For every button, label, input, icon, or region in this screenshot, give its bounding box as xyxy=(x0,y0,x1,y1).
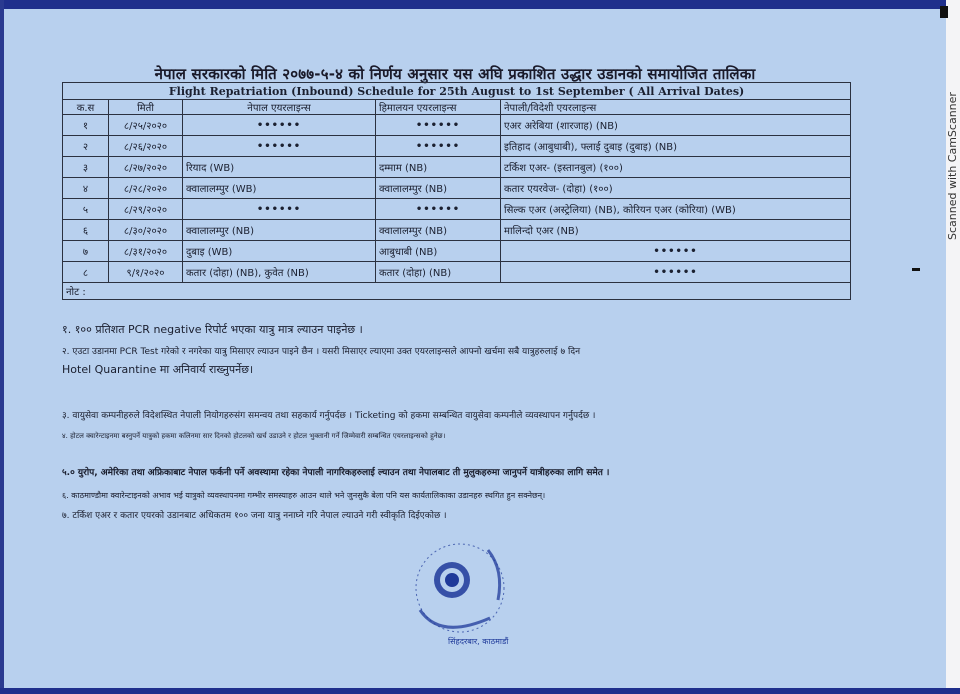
flight-schedule-table xyxy=(62,82,851,300)
cell-date: ८/३१/२०२० xyxy=(109,241,183,262)
cell-himalayan-airlines: •••••• xyxy=(376,199,501,220)
table-row xyxy=(63,115,851,136)
cell-date: ८/२८/२०२० xyxy=(109,178,183,199)
cell-serial: २ xyxy=(63,136,109,157)
camscanner-watermark xyxy=(946,92,960,241)
cell-himalayan-airlines: •••••• xyxy=(376,115,501,136)
table-row xyxy=(63,220,851,241)
table-row xyxy=(63,157,851,178)
cell-date: ८/२५/२०२० xyxy=(109,115,183,136)
cell-other-airlines: कतार एयरवेज- (दोहा) (१००) xyxy=(501,178,851,199)
table-row xyxy=(63,199,851,220)
note-6: ६. काठमाण्डौमा क्वारेन्टाइनको अभाव भई यात्रुको व्यवस्थापनमा गम्भीर समस्याहरु आउन थाले भने जुनसुकै बेला पनि यस कार्यतालिकाका उडानहरु स्थगित हुन सक्नेछन्। xyxy=(62,491,546,500)
note-2-line-2: Hotel Quarantine मा अनिवार्य राख्नुपर्नेछ। xyxy=(62,363,254,376)
cell-date: ८/२६/२०२० xyxy=(109,136,183,157)
cell-himalayan-airlines: आबुधाबी (NB) xyxy=(376,241,501,262)
cell-serial: ७ xyxy=(63,241,109,262)
watermark-text: Scanned with CamScanner xyxy=(946,92,959,240)
cell-date: ८/२९/२०२० xyxy=(109,199,183,220)
table-row xyxy=(63,178,851,199)
cell-himalayan-airlines: दम्माम (NB) xyxy=(376,157,501,178)
cell-nepal-airlines: •••••• xyxy=(183,115,376,136)
corner-mark xyxy=(940,6,948,18)
cell-serial: ४ xyxy=(63,178,109,199)
cell-nepal-airlines: •••••• xyxy=(183,136,376,157)
cell-other-airlines: टर्किश एअर- (इस्तानबुल) (१००) xyxy=(501,157,851,178)
table-row xyxy=(63,136,851,157)
cell-serial: ६ xyxy=(63,220,109,241)
cell-himalayan-airlines: क्वालालम्पुर (NB) xyxy=(376,178,501,199)
note-label-row xyxy=(63,283,851,300)
cell-nepal-airlines: क्वालालम्पुर (WB) xyxy=(183,178,376,199)
cell-nepal-airlines: दुबाइ (WB) xyxy=(183,241,376,262)
official-seal xyxy=(400,540,520,650)
header-nepal-airlines: नेपाल एयरलाइन्स xyxy=(183,100,376,115)
cell-other-airlines: एअर अरेबिया (शारजाह) (NB) xyxy=(501,115,851,136)
cell-serial: १ xyxy=(63,115,109,136)
note-3: ३. वायुसेवा कम्पनीहरुले विदेशस्थित नेपाली नियोगहरुसंग समन्वय तथा सहकार्य गर्नुपर्दछ । Ticketing को हकमा सम्बन्धित वायुसेवा कम्पनीले व्यवस्थापन गर्नुपर्दछ । xyxy=(62,411,596,421)
table-row xyxy=(63,241,851,262)
note-2-line-1: २. एउटा उडानमा PCR Test गरेको र नगरेका यात्रु मिसाएर ल्याउन पाइने छैन । यसरी मिसाएर ल्याएमा उक्त एयरलाइन्सले आफ्नो खर्चमा सबै यात्रुहरुलाई ७ दिन xyxy=(62,347,581,357)
header-date: मिती xyxy=(109,100,183,115)
seal-graphic xyxy=(400,540,520,650)
table-row xyxy=(63,262,851,283)
header-serial: क.स xyxy=(63,100,109,115)
cell-himalayan-airlines: कतार (दोहा) (NB) xyxy=(376,262,501,283)
header-himalayan-airlines: हिमालयन एयरलाइन्स xyxy=(376,100,501,115)
note-5: ५.० युरोप, अमेरिका तथा अफ्रिकाबाट नेपाल फर्कनी पर्ने अवस्थामा रहेका नेपाली नागरिकहरुलाई ल्याउन तथा नेपालबाट ती मुलुकहरुमा जानुपर्ने यात्रीहरुका लागि समेत । xyxy=(62,468,610,478)
cell-nepal-airlines: क्वालालम्पुर (NB) xyxy=(183,220,376,241)
cell-date: ८/३०/२०२० xyxy=(109,220,183,241)
bottom-border xyxy=(0,688,960,694)
note-4: ४. होटल क्वारेन्टाइनमा बस्नुपर्ने यात्रुको हकमा कलिनमा सार दिनको होटलको खर्च उडाउने र होटल भुक्तानी गर्ने जिम्मेवारी सम्बन्धित एयरलाइन्सको हुनेछ। xyxy=(62,432,446,440)
top-border xyxy=(0,0,960,9)
side-mark xyxy=(912,268,920,271)
cell-nepal-airlines: रियाद (WB) xyxy=(183,157,376,178)
table-title-row xyxy=(63,83,851,100)
cell-himalayan-airlines: क्वालालम्पुर (NB) xyxy=(376,220,501,241)
header-other-airlines: नेपाली/विदेशी एयरलाइन्स xyxy=(501,100,851,115)
cell-nepal-airlines: •••••• xyxy=(183,199,376,220)
note-7: ७. टर्किश एअर र कतार एयरको उडानबाट अधिकतम १०० जना यात्रु ननाघ्ने गरि नेपाल ल्याउने गरी स्वीकृति दिईएकोछ । xyxy=(62,511,447,521)
left-border xyxy=(0,0,4,694)
cell-other-airlines: •••••• xyxy=(501,241,851,262)
cell-other-airlines: •••••• xyxy=(501,262,851,283)
note-1: १. १०० प्रतिशत PCR negative रिपोर्ट भएका यात्रु मात्र ल्याउन पाइनेछ । xyxy=(62,323,363,336)
cell-other-airlines: सिल्क एअर (अस्ट्रेलिया) (NB), कोरियन एअर (कोरिया) (WB) xyxy=(501,199,851,220)
cell-other-airlines: इतिहाद (आबुधाबी), फ्लाई दुबाइ (दुबाइ) (NB) xyxy=(501,136,851,157)
cell-serial: ५ xyxy=(63,199,109,220)
cell-serial: ३ xyxy=(63,157,109,178)
cell-date: ८/२७/२०२० xyxy=(109,157,183,178)
cell-himalayan-airlines: •••••• xyxy=(376,136,501,157)
seal-inner-text: सिंहदरबार, काठमाडौं xyxy=(448,637,509,646)
document-title: नेपाल सरकारको मिति २०७७-५-४ को निर्णय अनुसार यस अघि प्रकाशित उद्धार उडानको समायोजित तालिका xyxy=(154,65,756,83)
note-label: नोट : xyxy=(63,283,851,300)
table-header-row xyxy=(63,100,851,115)
cell-serial: ८ xyxy=(63,262,109,283)
table-subtitle-cell: Flight Repatriation (Inbound) Schedule for 25th August to 1st September ( All Arrival Dates) xyxy=(63,83,851,100)
cell-other-airlines: मालिन्दो एअर (NB) xyxy=(501,220,851,241)
cell-nepal-airlines: कतार (दोहा) (NB), कुवेत (NB) xyxy=(183,262,376,283)
cell-date: ९/१/२०२० xyxy=(109,262,183,283)
